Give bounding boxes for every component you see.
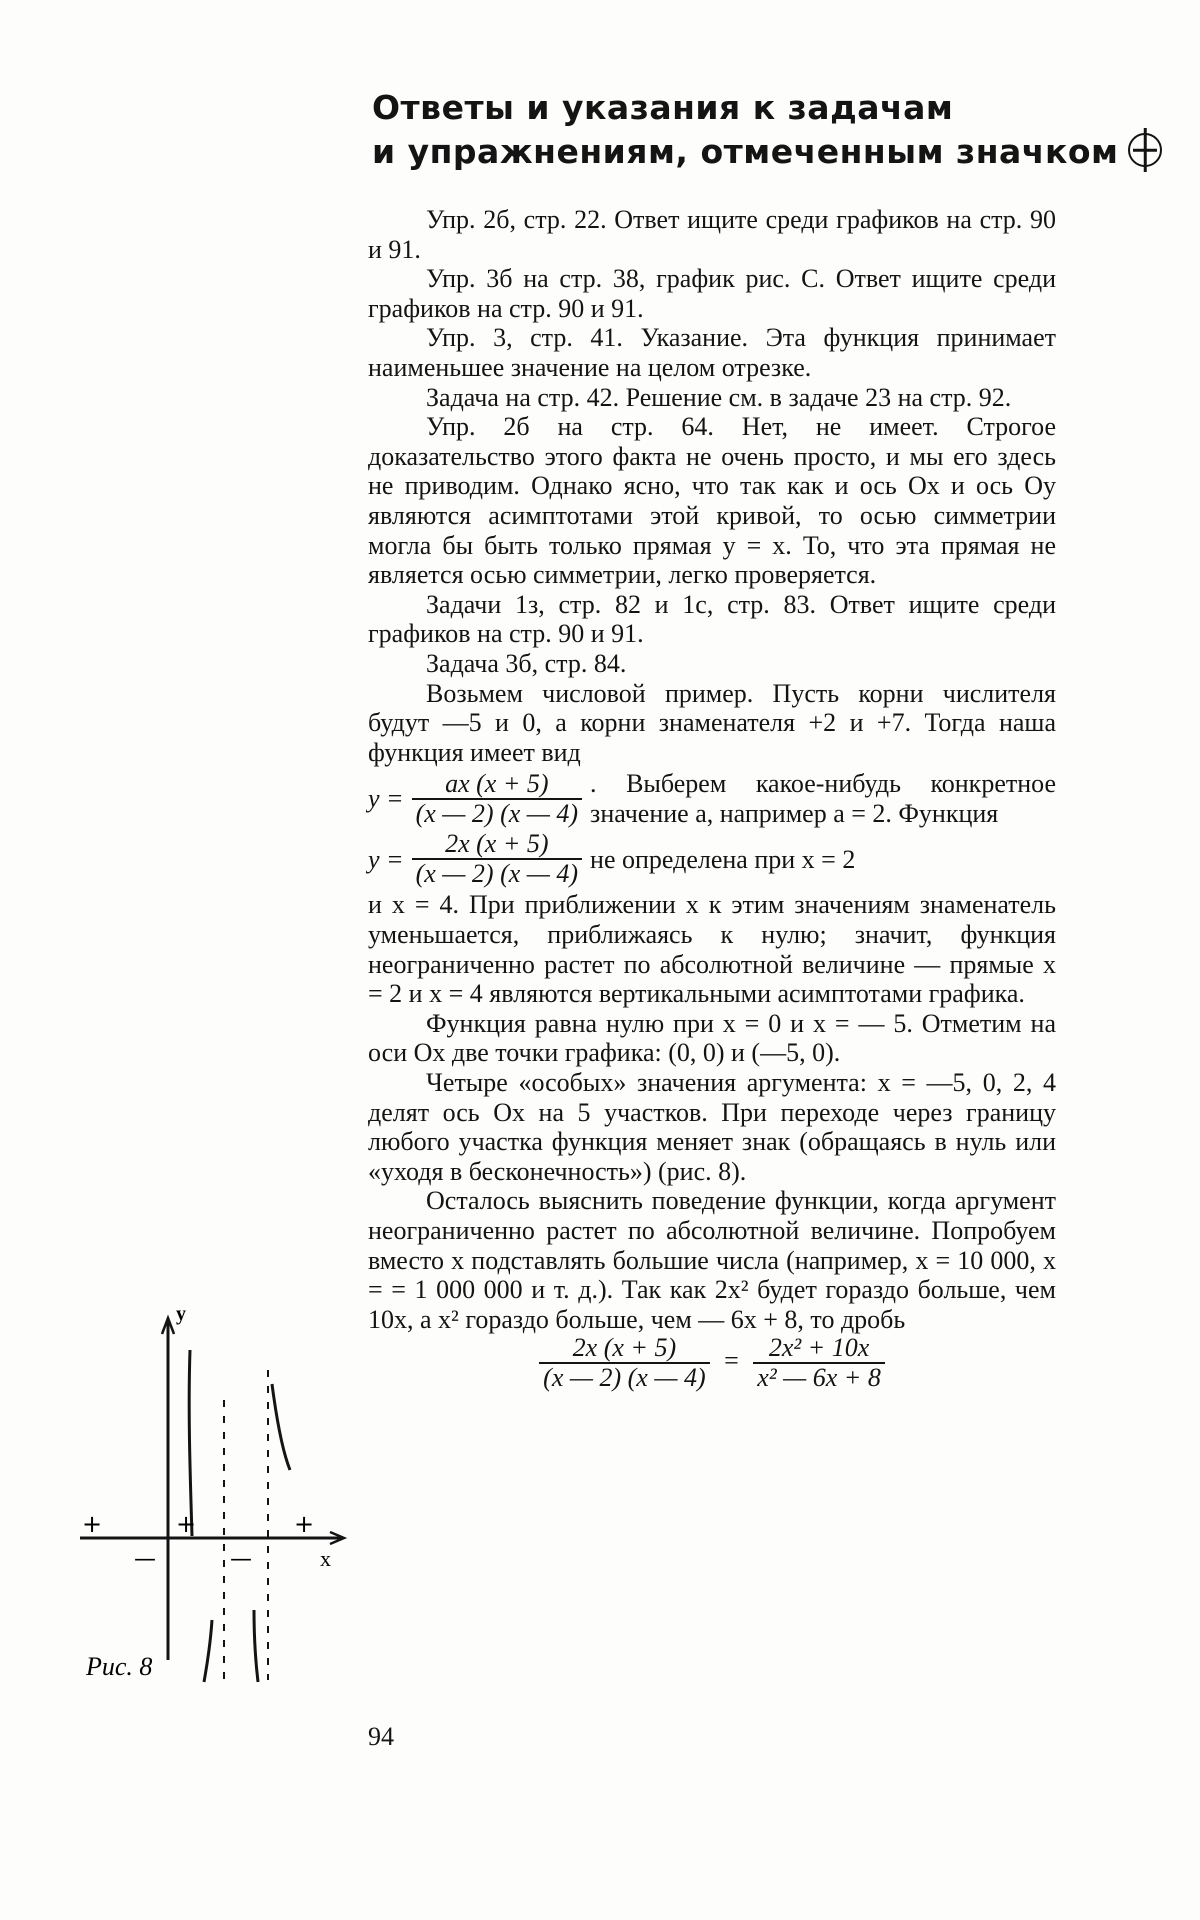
formula-1-denominator: (x — 2) (x — 4) bbox=[412, 798, 582, 828]
paragraph: Задача 3б, стр. 84. bbox=[426, 648, 627, 678]
sign-region-4: — bbox=[230, 1547, 252, 1572]
figure-8-graph bbox=[72, 1290, 362, 1690]
formula-1-fraction bbox=[412, 770, 582, 828]
formula-2-text: не определена при x = 2 bbox=[590, 844, 856, 874]
formula-3-left-numerator: 2x (x + 5) bbox=[572, 1333, 677, 1363]
paragraph: Четыре «особых» значения аргумента: x = —5, 0, 2, 4 делят ось Ox на 5 участков. При переходе через границу любого участка функция меняет знак (обращаясь в нуль или «уходя в бесконечность») (рис. 8). bbox=[368, 1068, 1056, 1186]
formula-3-right-fraction bbox=[753, 1334, 885, 1392]
paragraph: Возьмем числовой пример. Пусть корни числителя будут —5 и 0, а корни знаменателя +2 и +7. Тогда наша функция имеет вид bbox=[368, 678, 1056, 767]
formula-1-lhs: y = bbox=[368, 784, 404, 814]
formula-3 bbox=[368, 1334, 1056, 1392]
answers-text bbox=[368, 205, 1056, 1392]
formula-2-numerator: 2x (x + 5) bbox=[445, 829, 549, 859]
page-number: 94 bbox=[368, 1722, 394, 1751]
sign-region-5: + bbox=[294, 1510, 315, 1538]
formula-2-fraction bbox=[412, 830, 582, 888]
section-heading bbox=[372, 86, 1119, 174]
sign-region-3: + bbox=[176, 1510, 197, 1538]
paragraph: Упр. 3б на стр. 38, график рис. С. Ответ ищите среди графиков на стр. 90 и 91. bbox=[368, 264, 1056, 323]
formula-3-right-denominator: x² — 6x + 8 bbox=[753, 1362, 885, 1392]
formula-2-lhs: y = bbox=[368, 844, 404, 874]
paragraph: Осталось выяснить поведение функции, когда аргумент неограниченно растет по абсолютной величине. Попробуем вместо x подставлять большие числа (например, x = 10 000, x = = 1 000 000 и т. д.). Так как 2x² будет гораздо больше, чем 10x, а x² гораздо больше, чем — 6x + 8, то дробь bbox=[368, 1186, 1056, 1334]
paragraph: Функция равна нулю при x = 0 и x = — 5. Отметим на оси Ox две точки графика: (0, 0) и (—5, 0). bbox=[368, 1008, 1056, 1068]
formula-1 bbox=[368, 769, 1056, 828]
y-axis-label: y bbox=[176, 1303, 186, 1325]
formula-2 bbox=[368, 830, 1056, 888]
heading-line-2: и упражнениям, отмеченным значком bbox=[372, 130, 1072, 174]
sign-region-1: + bbox=[82, 1510, 103, 1538]
formula-3-left-fraction bbox=[539, 1334, 709, 1392]
paragraph: Задача на стр. 42. Решение см. в задаче 23 на стр. 92. bbox=[426, 382, 1012, 412]
paragraph: Упр. 3, стр. 41. Указание. Эта функция принимает наименьшее значение на целом отрезке. bbox=[368, 323, 1056, 382]
curve-branch-4 bbox=[254, 1610, 258, 1682]
curve-branch-3 bbox=[204, 1620, 212, 1682]
formula-1-numerator: ax (x + 5) bbox=[445, 768, 549, 798]
paragraph: Упр. 2б на стр. 64. Нет, не имеет. Строгое доказательство этого факта не очень просто, и мы его здесь не приводим. Однако ясно, что так как и ось Ox и ось Oy являются асимптотами этой кривой, то осью симметрии могла бы быть только прямая y = x. То, что эта прямая не является осью симметрии, легко проверяется. bbox=[368, 412, 1056, 590]
heading-line-1: Ответы и указания к задачам bbox=[372, 88, 954, 127]
formula-3-left-denominator: (x — 2) (x — 4) bbox=[539, 1362, 709, 1392]
formula-2-denominator: (x — 2) (x — 4) bbox=[412, 858, 582, 888]
sign-region-2: — bbox=[134, 1547, 156, 1572]
circle-plus-icon bbox=[1128, 133, 1162, 167]
formula-3-equals: = bbox=[724, 1346, 739, 1376]
formula-3-right-numerator: 2x² + 10x bbox=[768, 1333, 870, 1363]
curve-branch-2 bbox=[272, 1384, 290, 1470]
paragraph: Задачи 1з, стр. 82 и 1с, стр. 83. Ответ ищите среди графиков на стр. 90 и 91. bbox=[368, 589, 1056, 649]
formula-1-text: . Выберем какое-нибудь конкретное значение a, например a = 2. Функция bbox=[590, 769, 1056, 828]
figure-caption: Рис. 8 bbox=[86, 1652, 153, 1681]
curve-branch-1 bbox=[189, 1350, 192, 1536]
paragraph: Упр. 2б, стр. 22. Ответ ищите среди графиков на стр. 90 и 91. bbox=[368, 205, 1056, 264]
x-axis-label: x bbox=[320, 1546, 331, 1571]
paragraph: и x = 4. При приближении x к этим значениям знаменатель уменьшается, приближаясь к нулю; значит, функция неограниченно растет по абсолютной величине — прямые x = 2 и x = 4 являются вертикальными асимптотами графика. bbox=[368, 890, 1056, 1009]
